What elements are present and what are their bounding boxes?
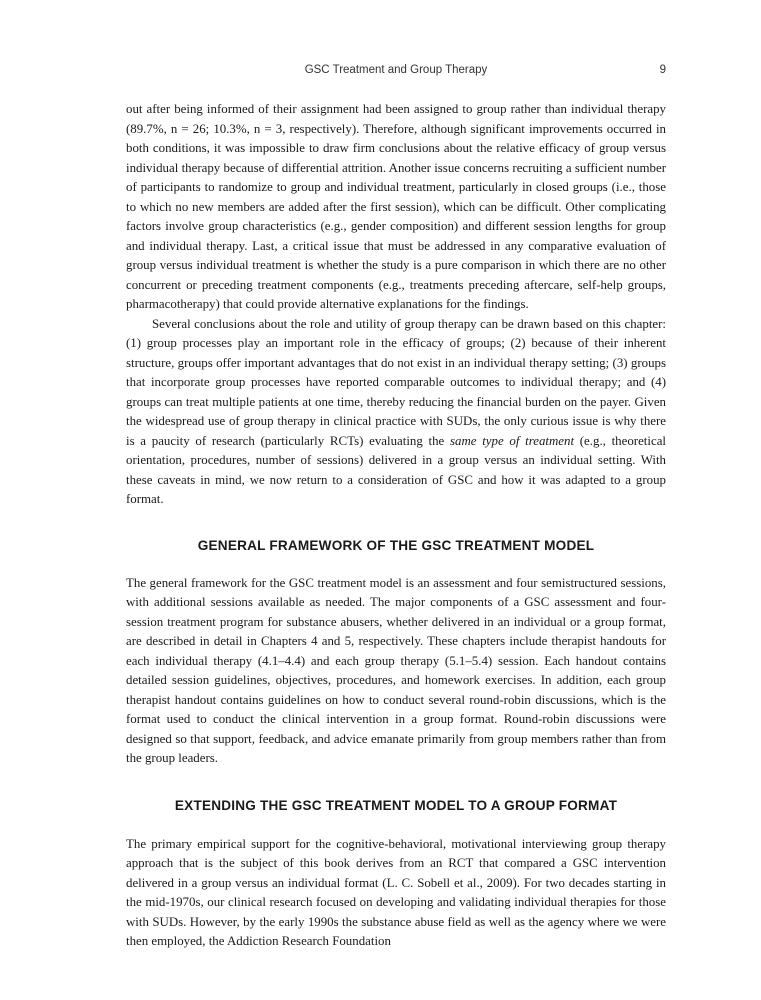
emphasis-same-type-of-treatment: same type of treatment	[449, 433, 575, 448]
paragraph-conclusions-text-b: (e.g., theoretical orientation, procedures, number of sessions) delivered in a group versus an individual setting. With these caveats in mind, we now return to a consideration of GSC and how it was adapted to a group format.	[126, 433, 666, 506]
running-head	[126, 64, 666, 82]
section-heading-general-framework: GENERAL FRAMEWORK OF THE GSC TREATMENT MODEL	[197, 537, 595, 553]
paragraph-empirical-support: The primary empirical support for the cognitive-behavioral, motivational interviewing group therapy approach that is the subject of this book derives from an RCT that compared a GSC intervention delivered in a group versus an individual format (L. C. Sobell et al., 2009). For two decades starting in the mid-1970s, our clinical research focused on developing and validating individual therapies for those with SUDs. However, by the early 1990s the substance abuse field as well as the agency where we were then employed, the Addiction Research Foundation	[126, 836, 666, 948]
book-page	[126, 64, 666, 952]
running-title: GSC Treatment and Group Therapy	[304, 64, 488, 76]
paragraph-attrition: out after being informed of their assignment had been assigned to group rather than individual therapy (89.7%, n = 26; 10.3%, n = 3, respectively). Therefore, although significant improvements occurred in both conditions, it was impossible to draw firm conclusions about the relative efficacy of group versus individual therapy because of differential attrition. Another issue concerns recruiting a sufficient number of participants to randomize to group and individual treatment, particularly in closed groups (i.e., those to which no new members are added after the first session), which can be difficult. Other complicating factors involve group characteristics (e.g., gender composition) and different session lengths for group and individual therapy. Last, a critical issue that must be addressed in any comparative evaluation of group versus individual treatment is whether the study is a pure comparison in which there are no other concurrent or preceding treatment components (e.g., treatments preceding aftercare, self-help groups, pharmacotherapy) that could provide alternative explanations for the findings.	[126, 102, 666, 311]
paragraph-conclusions	[126, 315, 666, 510]
section-heading-group-format: EXTENDING THE GSC TREATMENT MODEL TO A GROUP FORMAT	[174, 797, 618, 813]
paragraph-conclusions-text-a: Several conclusions about the role and utility of group therapy can be drawn based on this chapter: (1) group processes play an important role in the efficacy of groups; (2) because of their inherent structure, groups offer important advantages that do not exist in an individual therapy setting; (3) groups that incorporate group processes have reported comparable outcomes to individual therapy; and (4) groups can treat multiple patients at one time, thereby reducing the financial burden on the payer. Given the widespread use of group therapy in clinical practice with SUDs, the only curious issue is why there is a paucity of research (particularly RCTs) evaluating the	[126, 316, 666, 448]
paragraph-general-framework: The general framework for the GSC treatment model is an assessment and four semistructured sessions, with additional sessions available as needed. The major components of a GSC assessment and four-session treatment program for substance abusers, whether delivered in an individual or a group format, are described in detail in Chapters 4 and 5, respectively. These chapters include therapist handouts for each individual therapy (4.1–4.4) and each group therapy (5.1–5.4) session. Each handout contains detailed session guidelines, objectives, procedures, and homework exercises. In addition, each group therapist handout contains guidelines on how to conduct several round-robin discussions, which is the format used to conduct the clinical intervention in a group format. Round-robin discussions were designed so that support, feedback, and advice emanate primarily from group members rather than from the group leaders.	[126, 575, 666, 765]
page-number: 9	[659, 64, 666, 76]
